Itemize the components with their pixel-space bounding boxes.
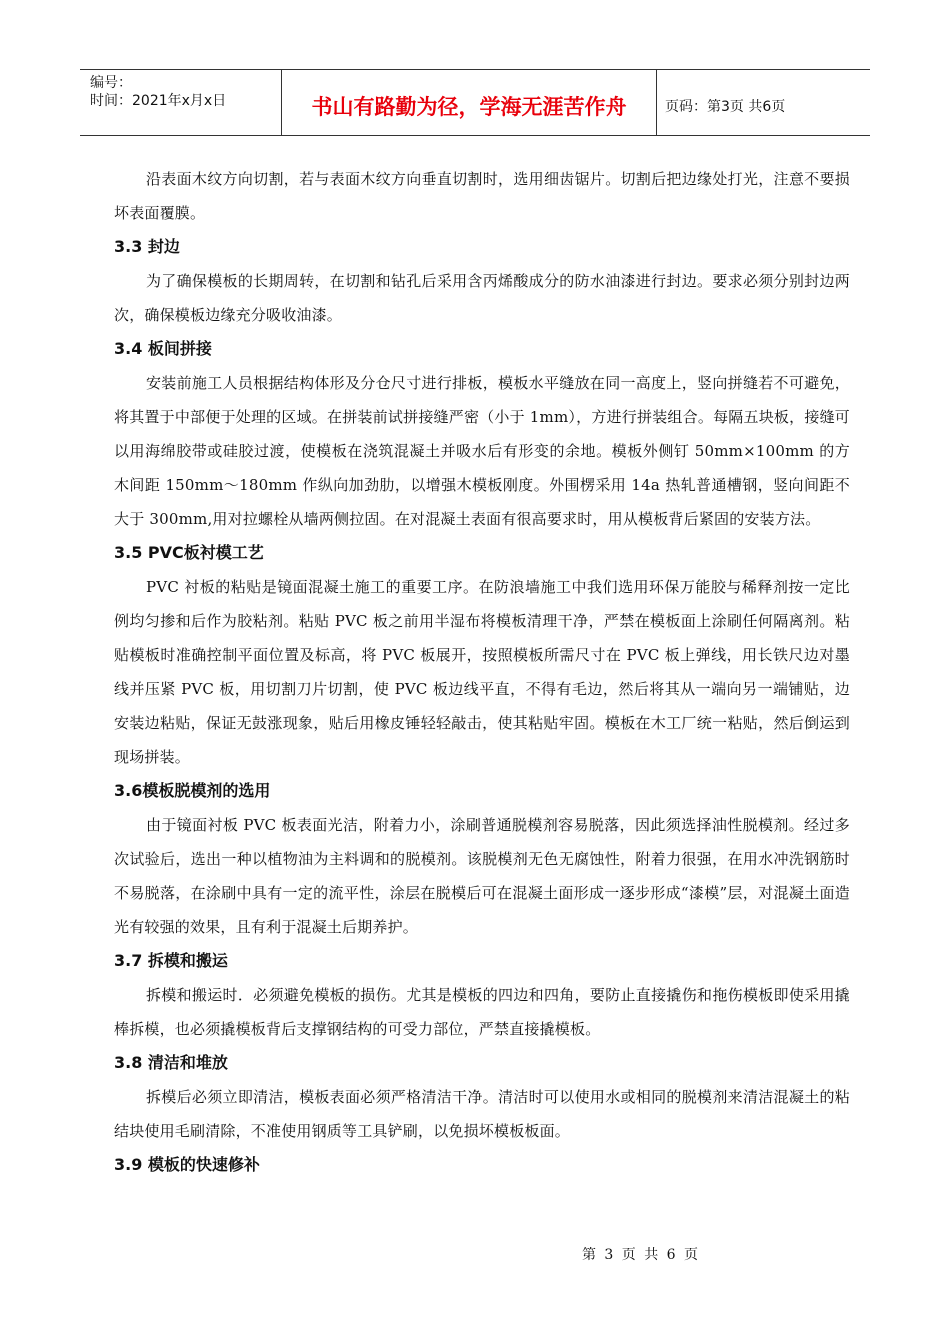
intro-paragraph: 沿表面木纹方向切割，若与表面木纹方向垂直切割时，选用细齿锯片。切割后把边缘处打光，注意不要损坏表面覆膜。 (114, 170, 850, 222)
section-3-8-heading: 3.8 清洁和堆放 (114, 1053, 228, 1072)
section-3-3-heading: 3.3 封边 (114, 237, 180, 256)
section-3-3-paragraph: 为了确保模板的长期周转，在切割和钻孔后采用含丙烯酸成分的防水油漆进行封边。要求必须分别封边两次，确保模板边缘充分吸收油漆。 (114, 272, 850, 324)
section-3-5-paragraph: PVC 衬板的粘贴是镜面混凝土施工的重要工序。在防浪墙施工中我们选用环保万能胶与稀释剂按一定比例均匀掺和后作为胶粘剂。粘贴 PVC 板之前用半湿布将模板清理干净，严禁在模板面上涂刷任何隔离剂。粘贴模板时准确控制平面位置及标高，将 PVC 板展开，按照模板所需尺寸在 PVC 板上弹线，用长铁尺边对墨线并压紧 PVC 板，用切割刀片切割，使 PVC 板边线平直，不得有毛边，然后将其从一端向另一端铺贴，边安装边粘贴，保证无鼓涨现象，贴后用橡皮锤轻轻敲击，使其粘贴牢固。模板在木工厂统一粘贴，然后倒运到现场拼装。 (114, 578, 851, 766)
document-date-label: 时间：2021年x月x日 (90, 93, 227, 109)
section-3-7-paragraph: 拆模和搬运时．必须避免模板的损伤。尤其是模板的四边和四角，要防止直接撬伤和拖伤模板即使采用撬棒拆模，也必须撬模板背后支撑钢结构的可受力部位，严禁直接撬模板。 (114, 986, 850, 1038)
section-3-4-heading: 3.4 板间拼接 (114, 339, 212, 358)
header-motto: 书山有路勤为径，学海无涯苦作舟 (311, 94, 627, 119)
section-3-9-heading: 3.9 模板的快速修补 (114, 1155, 260, 1174)
document-number-label: 编号： (90, 75, 132, 91)
document-body (114, 162, 850, 1182)
page-footer (560, 1246, 720, 1264)
header-page-cell (657, 70, 870, 135)
header-page-number: 页码：第3页 共6页 (665, 98, 786, 115)
page-header (80, 69, 870, 136)
header-motto-cell (282, 70, 657, 135)
section-3-8-paragraph: 拆模后必须立即清洁，模板表面必须严格清洁干净。清洁时可以使用水或相同的脱模剂来清洁混凝土的粘结块使用毛刷清除，不准使用钢质等工具铲刷，以免损坏模板板面。 (114, 1088, 850, 1140)
section-3-4-paragraph: 安装前施工人员根据结构体形及分仓尺寸进行排板，模板水平缝放在同一高度上，竖向拼缝若不可避免，将其置于中部便于处理的区域。在拼装前试拼接缝严密（小于 1mm），方进行拼装组合。每隔五块板，接缝可以用海绵胶带或硅胶过渡，使模板在浇筑混凝土并吸水后有形变的余地。模板外侧钉 50mm×100mm 的方木间距 150mm～180mm 作纵向加劲肋，以增强木模板刚度。外围楞采用 14a 热轧普通槽钢，竖向间距不大于 300mm,用对拉螺栓从墙两侧拉固。在对混凝土表面有很高要求时，用从模板背后紧固的安装方法。 (114, 374, 850, 528)
section-3-6-paragraph: 由于镜面衬板 PVC 板表面光洁，附着力小，涂刷普通脱模剂容易脱落，因此须选择油性脱模剂。经过多次试验后，选出一种以植物油为主料调和的脱模剂。该脱模剂无色无腐蚀性，附着力很强，在用水冲洗钢筋时不易脱落，在涂刷中具有一定的流平性，涂层在脱模后可在混凝土面形成一逐步形成“漆模”层，对混凝土面造光有较强的效果，且有利于混凝土后期养护。 (114, 816, 850, 936)
section-3-6-heading: 3.6模板脱模剂的选用 (114, 781, 271, 800)
section-3-7-heading: 3.7 拆模和搬运 (114, 951, 228, 970)
footer-page-number: 第 3 页 共 6 页 (581, 1247, 699, 1263)
section-3-5-heading: 3.5 PVC板衬模工艺 (114, 543, 264, 562)
header-meta-cell (80, 70, 282, 135)
